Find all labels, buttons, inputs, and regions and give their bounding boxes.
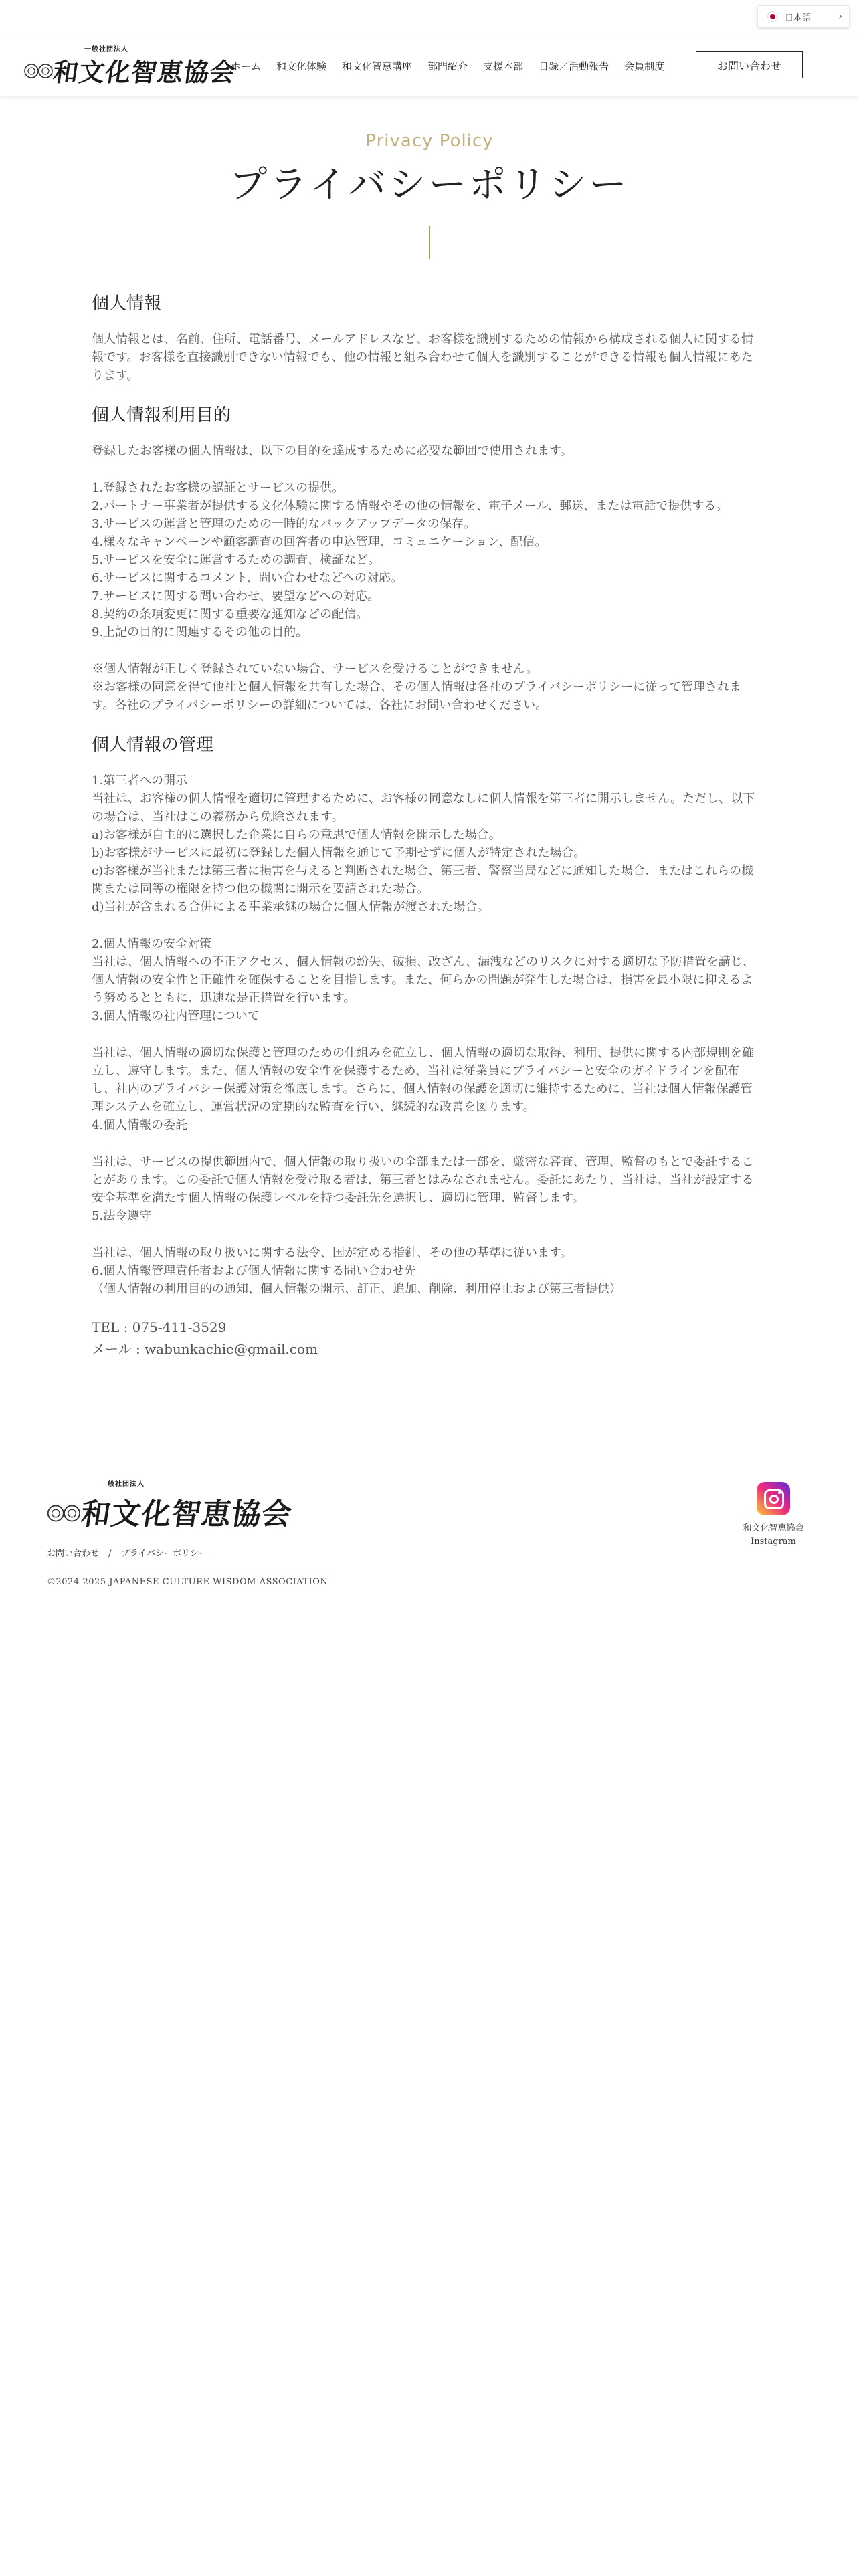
logo-subtitle: 一般社団法人 bbox=[100, 1481, 145, 1488]
section-paragraph: 当社は、個人情報の適切な保護と管理のための仕組みを確立し、個人情報の適切な取得、利用、提供に関する内部規則を確立し、遵守します。また、個人情報の安全性を保護するため、当社は従業員にプライバシーと安全のガイドラインを配布し、社内のプライバシー保護対策を徹底します。さらに、個人情報の保護を適切に維持するために、当社は個人情報保護管理システムを確立し、運営状況の定期的な監査を行い、継続的な改善を図ります。 4.個人情報の委託 bbox=[92, 1046, 754, 1132]
instagram-label-name: 和文化智恵協会 bbox=[743, 1523, 804, 1533]
japan-flag-icon bbox=[767, 11, 778, 22]
language-label: 日本語 bbox=[785, 13, 812, 23]
site-header bbox=[0, 35, 859, 96]
main-nav bbox=[231, 35, 680, 96]
section-heading: 個人情報 bbox=[92, 294, 162, 314]
logo-emblem-icon bbox=[24, 62, 54, 80]
instagram-label[interactable] bbox=[727, 1522, 820, 1549]
footer-logo[interactable] bbox=[47, 1478, 294, 1531]
section-paragraph: 個人情報とは、名前、住所、電話番号、メールアドレスなど、お客様を識別するための情報から構成される個人に関する情報です。お客様を直接識別できない情報でも、他の情報と組み合わせて個人を識別することができる情報も個人情報にあたります。 bbox=[92, 332, 754, 383]
instagram-icon[interactable] bbox=[757, 1482, 790, 1515]
nav-support-hq[interactable]: 支援本部 bbox=[483, 60, 524, 72]
language-switcher[interactable] bbox=[757, 5, 850, 28]
copyright: ©2024-2025 JAPANESE CULTURE WISDOM ASSOCIATION bbox=[47, 1577, 328, 1587]
page-eyebrow: Privacy Policy bbox=[365, 131, 494, 151]
nav-wisdom-lectures[interactable]: 和文化智恵講座 bbox=[342, 60, 413, 72]
nav-home[interactable]: ホーム bbox=[231, 60, 262, 72]
logo-wordmark: 和文化智恵協会 bbox=[51, 57, 238, 87]
site-logo[interactable] bbox=[24, 42, 238, 89]
nav-membership[interactable]: 会員制度 bbox=[624, 60, 665, 72]
section-management bbox=[92, 733, 761, 1298]
footer-link-contact[interactable]: お問い合わせ bbox=[47, 1549, 100, 1559]
contact-email[interactable]: メール : wabunkachie@gmail.com bbox=[92, 1341, 318, 1357]
nav-activity-reports[interactable]: 日録／活動報告 bbox=[539, 60, 609, 72]
footer-link-privacy[interactable]: プライバシーポリシー bbox=[120, 1549, 208, 1559]
logo-wordmark: 和文化智恵協会 bbox=[78, 1497, 294, 1531]
contact-button[interactable]: お問い合わせ bbox=[696, 51, 803, 78]
site-footer bbox=[0, 1471, 859, 1618]
contact-phone: TEL : 075-411-3529 bbox=[92, 1319, 227, 1335]
language-bar bbox=[0, 0, 859, 35]
page-title: プライバシーポリシー bbox=[229, 163, 630, 207]
section-paragraph: 当社は、個人情報の取り扱いに関する法令、国が定める指針、その他の基準に従います。 6.個人情報管理責任者および個人情報に関する問い合わせ先 （個人情報の利用目的の通知、個人情報の開示、訂正、追加、削除、利用停止および第三者提供） bbox=[92, 1246, 622, 1296]
section-paragraph: 2.個人情報の安全対策 当社は、個人情報への不正アクセス、個人情報の紛失、破損、改ざん、漏洩などのリスクに対する適切な予防措置を講じ、個人情報の安全性と正確性を確保することを目指します。また、何らかの問題が発生した場合は、損害を最小限に抑えるよう努めるとともに、迅速な是正措置を行います。 3.個人情報の社内管理について bbox=[92, 937, 755, 1023]
section-paragraph: 登録したお客様の個人情報は、以下の目的を達成するために必要な範囲で使用されます。 bbox=[92, 444, 573, 458]
logo-emblem-icon bbox=[47, 1503, 82, 1523]
footer-links bbox=[47, 1546, 214, 1559]
footer-link-separator: / bbox=[108, 1549, 112, 1559]
section-paragraph: 当社は、サービスの提供範囲内で、個人情報の取り扱いの全部または一部を、厳密な審査、管理、監督のもとで委託することがあります。この委託で個人情報を受け取る者は、第三者とはみなされません。委託にあたり、当社は、当社が設定する安全基準を満たす個人情報の保護レベルを持つ委託先を選択し、適切に管理、監督します。 5.法令遵守 bbox=[92, 1155, 754, 1223]
section-paragraph: 1.登録されたお客様の認証とサービスの提供。 2.パートナー事業者が提供する文化体験に関する情報やその他の情報を、電子メール、郵送、または電話で提供する。 3.サービスの運営と管理のための一時的なバックアップデータの保存。 4.様々なキャンペーンや顧客調査の回答者の申込管理、コミュニケーション、配信。 5.サービスを安全に運営するための調査、検証など。 6.サービスに関するコメント、問い合わせなどへの対応。 7.サービスに関する問い合わせ、要望などへの対応。 8.契約の条項変更に関する重要な通知などの配信。 9.上記の目的に関連するその他の目的。 bbox=[92, 481, 729, 639]
instagram-label-platform: Instagram bbox=[751, 1537, 796, 1547]
policy-content bbox=[92, 292, 761, 1360]
nav-culture-experience[interactable]: 和文化体験 bbox=[276, 60, 327, 72]
section-heading: 個人情報の管理 bbox=[92, 735, 214, 755]
section-purpose bbox=[92, 403, 761, 714]
title-divider bbox=[429, 226, 430, 259]
section-paragraph: ※個人情報が正しく登録されていない場合、サービスを受けることができません。 ※お客様の同意を得て他社と個人情報を共有した場合、その個人情報は各社のプライバシーポリシーに従って管理されます。各社のプライバシーポリシーの詳細については、各社にお問い合わせください。 bbox=[92, 662, 742, 712]
section-heading: 個人情報利用目的 bbox=[92, 405, 231, 425]
section-personal-info bbox=[92, 292, 761, 385]
nav-departments[interactable]: 部門紹介 bbox=[427, 60, 468, 72]
chevron-right-icon: › bbox=[838, 11, 842, 22]
section-paragraph: 1.第三者への開示 当社は、お客様の個人情報を適切に管理するために、お客様の同意なしに個人情報を第三者に開示しません。ただし、以下の場合は、当社はこの義務から免除されます。 a)お客様が自主的に選択した企業に自らの意思で個人情報を開示した場合。 b)お客様がサービスに最初に登録した個人情報を通じて予期せずに個人が特定された場合。 c)お客様が当社または第三者に損害を与えると判断された場合、第三者、警察当局などに通知した場合、またはこれらの機関または同等の権限を持つ他の機関に開示を要請された場合。 d)当社が含まれる合併による事業承継の場合に個人情報が渡された場合。 bbox=[92, 774, 755, 914]
logo-subtitle: 一般社団法人 bbox=[84, 46, 128, 53]
